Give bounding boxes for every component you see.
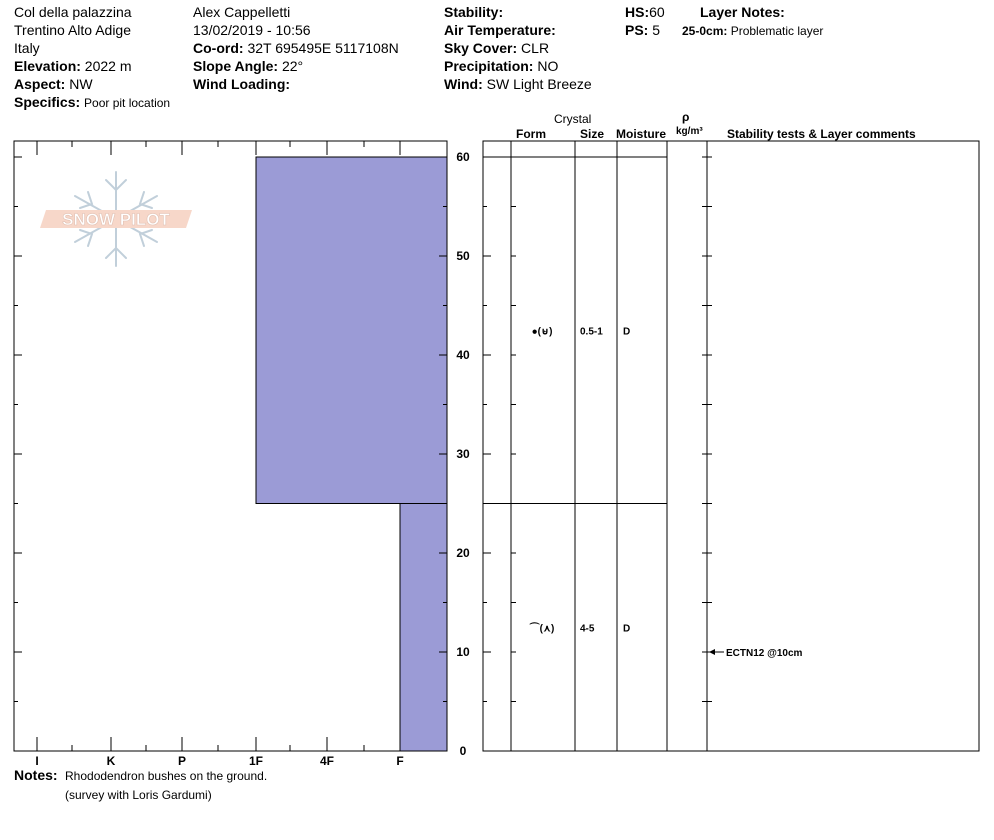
elevation-label: Elevation: <box>14 58 81 74</box>
notes-line-1: Rhododendron bushes on the ground. <box>65 769 268 783</box>
depth-tick-label: 0 <box>459 744 467 758</box>
wind-value: SW Light Breeze <box>486 76 592 92</box>
notes-label: Notes: <box>14 767 58 783</box>
hardness-tick-label: I <box>35 754 39 768</box>
air-temp-label: Air Temperature: <box>444 22 556 38</box>
depth-tick-label: 30 <box>456 447 470 461</box>
precip-value: NO <box>537 58 559 74</box>
hardness-tick-label: 1F <box>248 754 264 768</box>
sky-value: CLR <box>521 40 550 56</box>
moisture-heading: Moisture <box>616 127 667 141</box>
elevation-value: 2022 m <box>84 58 132 74</box>
layer-table-frame <box>483 141 979 751</box>
observer-name: Alex Cappelletti <box>193 4 291 20</box>
location-name: Col della palazzina <box>14 4 132 20</box>
snowpilot-logo <box>40 172 192 266</box>
specifics-label: Specifics: <box>14 94 81 110</box>
layer-grain-size: 0.5-1 <box>580 326 603 338</box>
depth-tick-label: 40 <box>456 348 470 362</box>
depth-tick-label: 50 <box>456 249 470 263</box>
specifics-value: Poor pit location <box>84 96 171 110</box>
size-heading: Size <box>580 127 605 141</box>
layer-note-text: Problematic layer <box>730 24 824 38</box>
density-unit-heading: kg/m³ <box>676 126 703 137</box>
layer-note-range: 25-0cm: <box>682 24 728 38</box>
layer-moisture: D <box>623 326 631 338</box>
ps-value: 5 <box>652 22 661 38</box>
stability-test-arrowhead <box>709 649 715 655</box>
rho-heading: ρ <box>682 110 690 124</box>
precip-label: Precipitation: <box>444 58 534 74</box>
region-name: Trentino Alto Adige <box>14 22 132 38</box>
layer-grain-form: ●(⊌) <box>531 326 553 338</box>
comments-heading: Stability tests & Layer comments <box>727 127 916 141</box>
aspect-value: NW <box>69 76 93 92</box>
wind-loading-label: Wind Loading: <box>193 76 291 92</box>
notes-line-2: (survey with Loris Gardumi) <box>65 788 212 802</box>
hardness-bar <box>400 504 447 752</box>
layer-notes-label: Layer Notes: <box>700 4 785 20</box>
slope-label: Slope Angle: <box>193 58 279 74</box>
coord-label: Co-ord: <box>193 40 244 56</box>
layer-grain-size: 4-5 <box>580 623 595 635</box>
observation-datetime: 13/02/2019 - 10:56 <box>193 22 311 38</box>
hs-value: 60 <box>649 4 665 20</box>
hardness-tick-label: 4F <box>319 754 335 768</box>
depth-tick-label: 20 <box>456 546 470 560</box>
wind-label: Wind: <box>444 76 483 92</box>
form-heading: Form <box>516 127 546 141</box>
hs-label: HS: <box>625 4 650 20</box>
slope-value: 22° <box>281 58 304 74</box>
hardness-tick-label: K <box>106 754 116 768</box>
crystal-heading: Crystal <box>554 112 592 126</box>
ps-label: PS: <box>625 22 649 38</box>
hardness-tick-label: P <box>177 754 187 768</box>
depth-tick-label: 10 <box>456 645 470 659</box>
country-name: Italy <box>14 40 40 56</box>
sky-label: Sky Cover: <box>444 40 518 56</box>
hardness-tick-label: F <box>396 754 404 768</box>
hardness-bar <box>256 157 447 504</box>
stability-label: Stability: <box>444 4 504 20</box>
depth-tick-label: 60 <box>456 150 470 164</box>
layer-grain-form: ⌒(⋏) <box>529 623 555 635</box>
logo-text: SNOW PILOT <box>62 210 170 229</box>
stability-test-label: ECTN12 @10cm <box>726 648 803 659</box>
aspect-label: Aspect: <box>14 76 66 92</box>
coord-value: 32T 695495E 5117108N <box>247 40 399 56</box>
layer-moisture: D <box>623 623 631 635</box>
